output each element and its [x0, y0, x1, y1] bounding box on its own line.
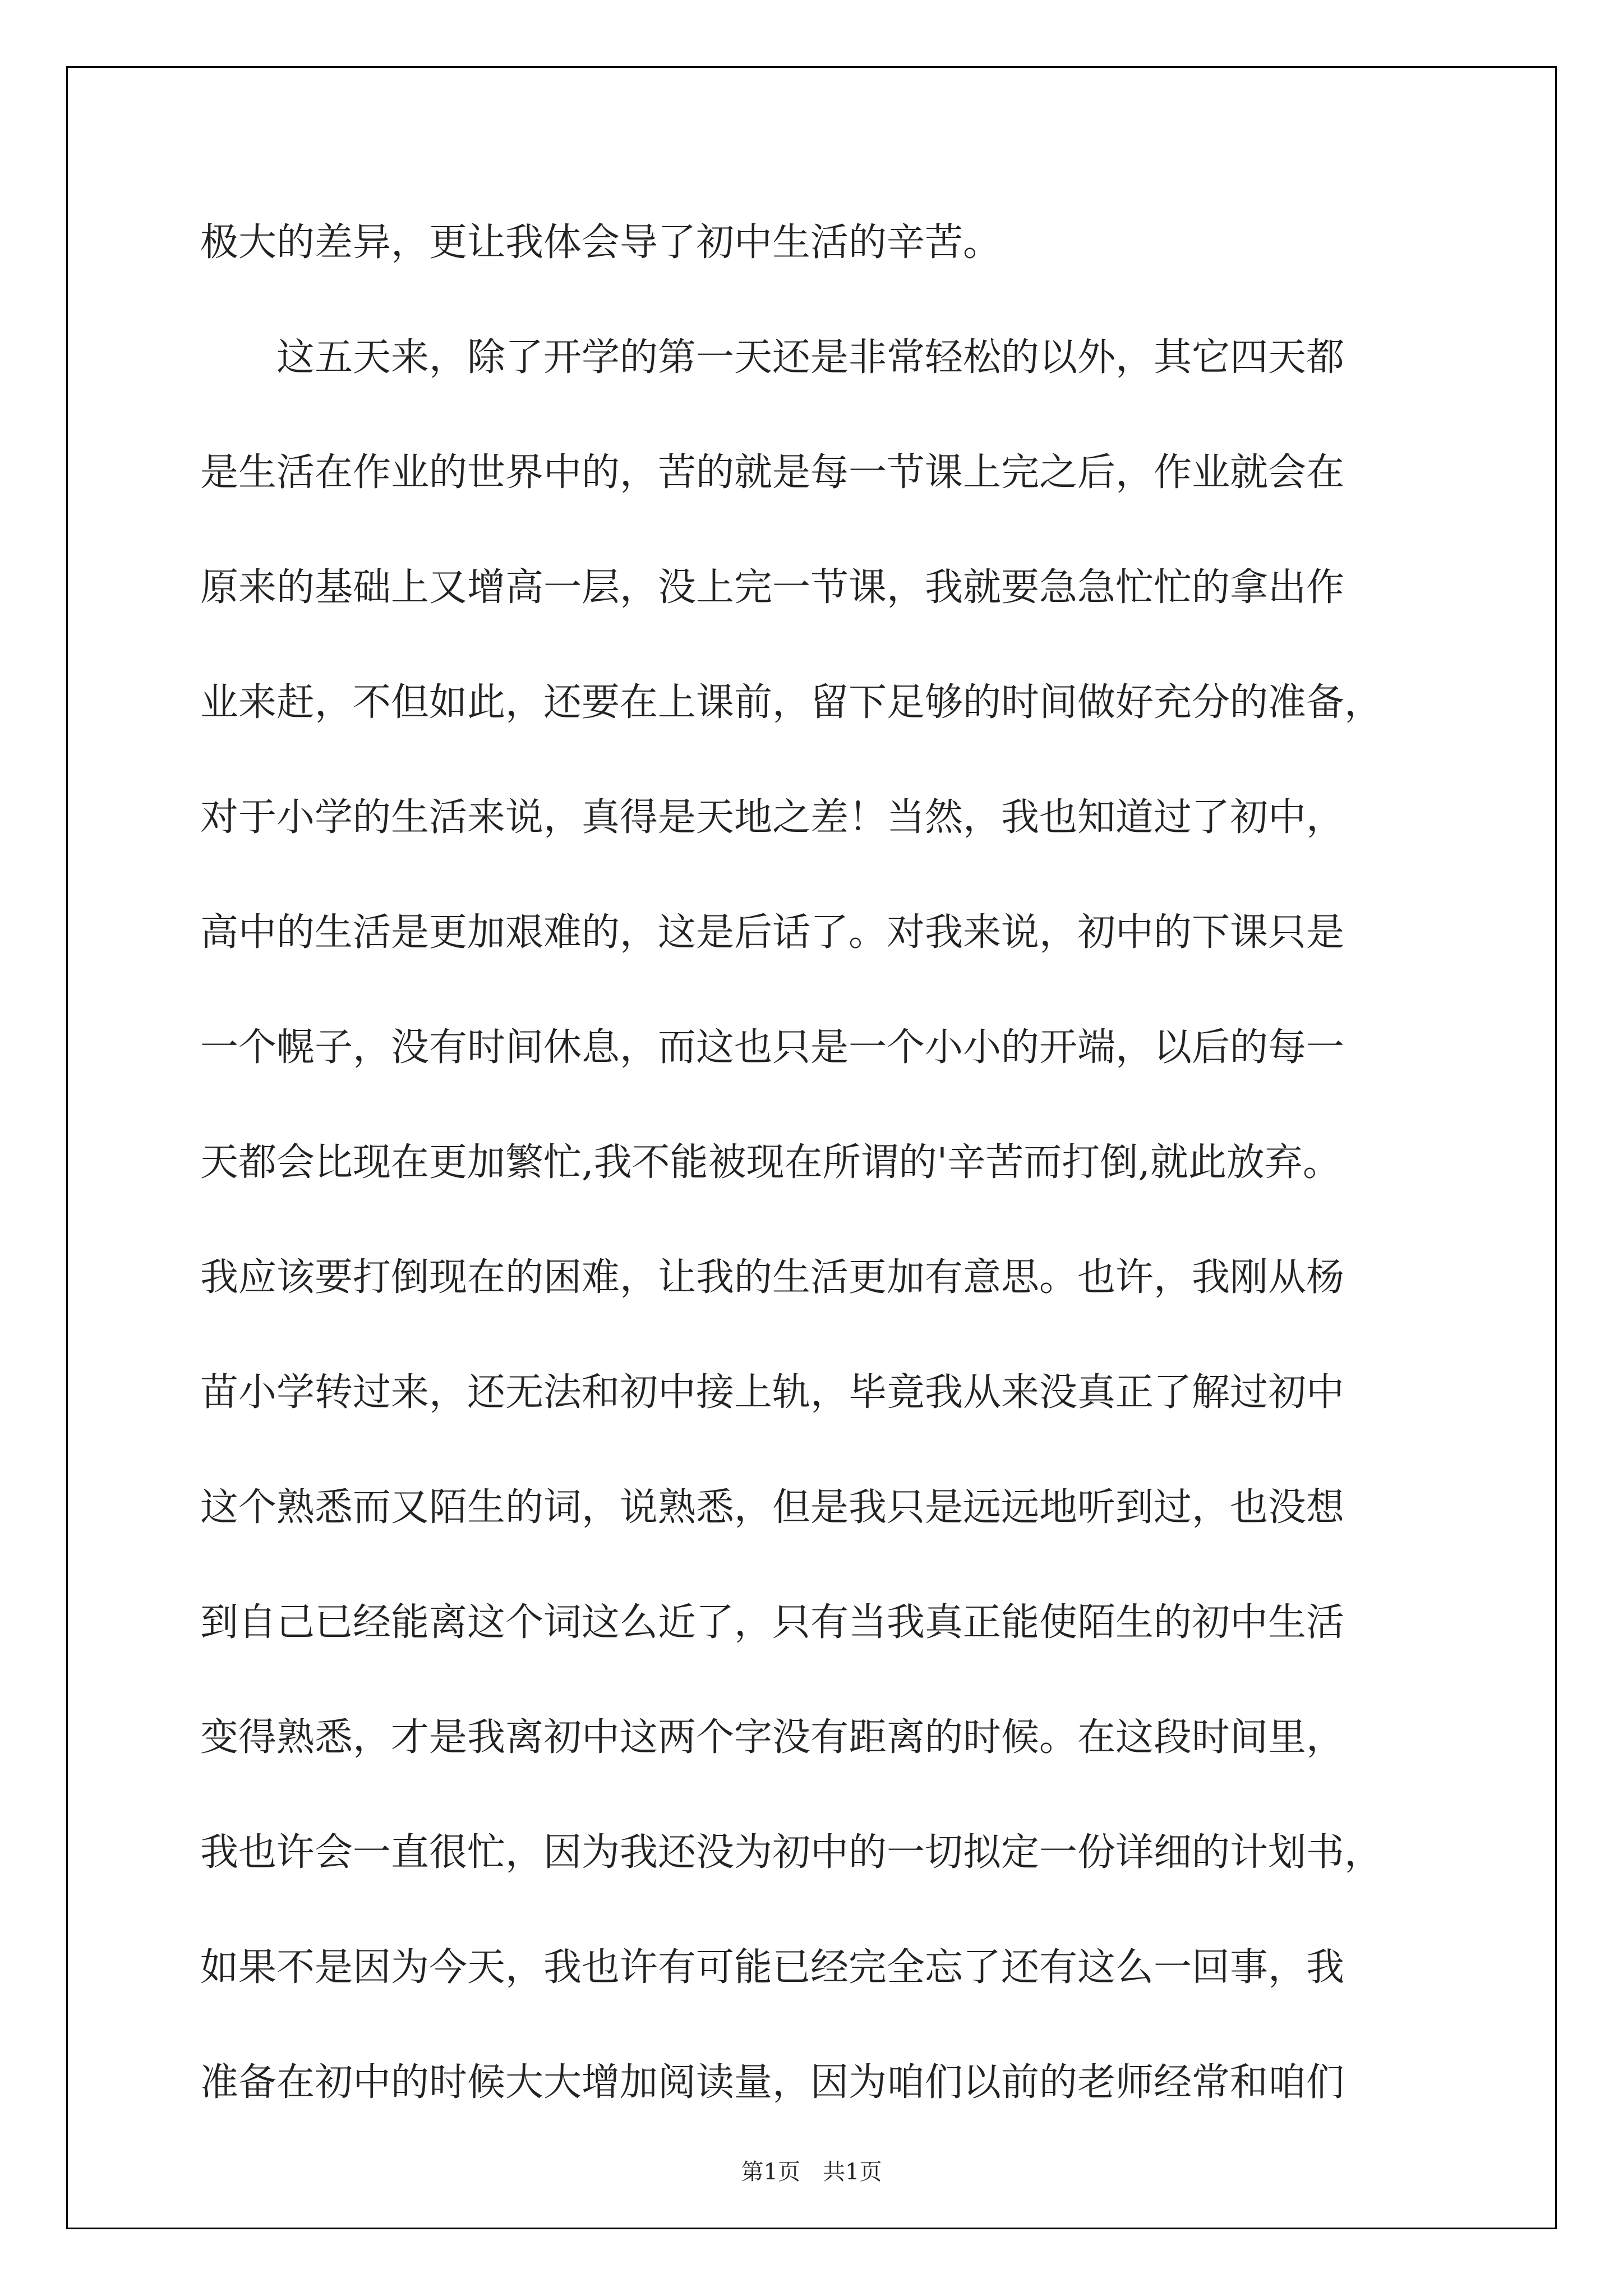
text-line-14: 变得熟悉，才是我离初中这两个字没有距离的时候。在这段时间里， — [200, 1715, 1345, 1760]
text-line-12: 这个熟悉而又陌生的词，说熟悉，但是我只是远远地听到过，也没想 — [200, 1485, 1345, 1530]
text-line-17: 准备在初中的时候大大增加阅读量，因为咱们以前的老师经常和咱们 — [200, 2060, 1345, 2105]
text-line-9: 天都会比现在更加繁忙,我不能被现在所谓的'辛苦而打倒,就此放弃。 — [200, 1140, 1341, 1185]
text-line-4: 原来的基础上又增高一层，没上完一节课，我就要急急忙忙的拿出作 — [200, 565, 1345, 610]
text-line-7: 高中的生活是更加艰难的，这是后话了。对我来说，初中的下课只是 — [200, 910, 1345, 955]
text-line-3: 是生活在作业的世界中的，苦的就是每一节课上完之后，作业就会在 — [200, 450, 1345, 495]
text-line-1: 极大的差异，更让我体会导了初中生活的辛苦。 — [200, 220, 1002, 265]
text-line-10: 我应该要打倒现在的困难，让我的生活更加有意思。也许，我刚从杨 — [200, 1255, 1345, 1300]
page-number-footer: 第1页 共1页 — [741, 2159, 882, 2185]
text-line-11: 苗小学转过来，还无法和初中接上轨，毕竟我从来没真正了解过初中 — [200, 1370, 1345, 1415]
text-line-15: 我也许会一直很忙，因为我还没为初中的一切拟定一份详细的计划书， — [200, 1830, 1383, 1875]
text-line-13: 到自己已经能离这个词这么近了，只有当我真正能使陌生的初中生活 — [200, 1600, 1345, 1645]
text-line-2: 这五天来，除了开学的第一天还是非常轻松的以外，其它四天都 — [200, 335, 1345, 380]
text-line-16: 如果不是因为今天，我也许有可能已经完全忘了还有这么一回事，我 — [200, 1945, 1345, 1990]
text-line-8: 一个幌子，没有时间休息，而这也只是一个小小的开端，以后的每一 — [200, 1025, 1345, 1070]
text-line-6: 对于小学的生活来说，真得是天地之差！当然，我也知道过了初中， — [200, 795, 1345, 840]
text-line-5: 业来赶，不但如此，还要在上课前，留下足够的时间做好充分的准备， — [200, 680, 1383, 725]
